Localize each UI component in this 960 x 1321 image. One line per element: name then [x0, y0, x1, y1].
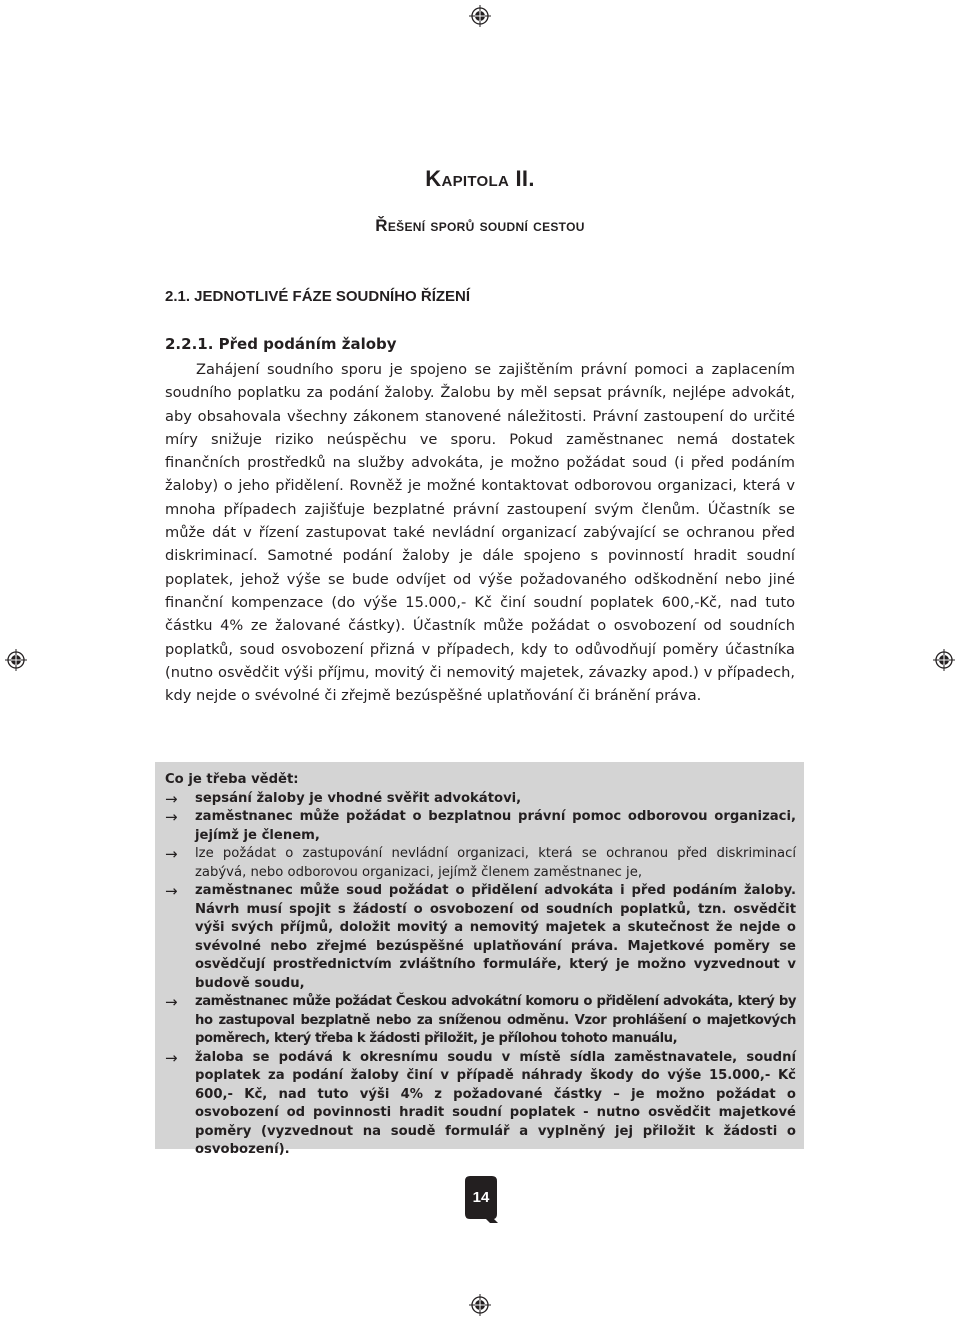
- list-item: [165, 790, 796, 809]
- list-item-text: sepsání žaloby je vhodné svěřit advokátovi,: [195, 790, 522, 806]
- list-item: [165, 993, 796, 1049]
- list-item-text: zaměstnanec může soud požádat o přidělení advokáta i před podáním žaloby. Návrh musí spojit s žádostí o osvobození od soudních poplatků, tzn. osvědčit výši svých příjmů, doložit movitý a nemovitý majetek a skutečnost že nejde o svévolné nebo zřejmé bezúspěšné uplatňování práva. Majetkové poměry se osvědčují prostřednictvím zvláštního formuláře, který je možno vyzvednout v budově soudu,: [195, 883, 796, 991]
- list-item-text: zaměstnanec může požádat o bezplatnou právní pomoc odborovou organizaci, jejímž je členem,: [195, 809, 796, 843]
- arrow-right-icon: →: [165, 993, 178, 1011]
- arrow-right-icon: →: [165, 845, 178, 863]
- chapter-subtitle: [0, 216, 960, 236]
- registration-mark-top-icon: [469, 5, 491, 27]
- list-item: [165, 808, 796, 845]
- registration-mark-bottom-icon: [469, 1294, 491, 1316]
- arrow-right-icon: →: [165, 789, 178, 808]
- arrow-right-icon: →: [165, 808, 178, 826]
- list-item-text: zaměstnanec může požádat Českou advokátní komoru o přidělení advokáta, který by ho zastupoval bezplatně nebo za sníženou odměnu. Vzor prohlášení o majetkových poměrech, který třeba k žádosti přiložit, je přílohou tohoto manuálu,: [195, 994, 796, 1046]
- subsection-heading: 2.2.1. Před podáním žaloby: [165, 335, 397, 353]
- chapter-title: [0, 166, 960, 192]
- list-item-text: lze požádat o zastupování nevládní organizaci, která se ochranou před diskriminací zabývá, nebo odborovou organizaci, jejímž členem zaměstnanec je,: [195, 846, 796, 880]
- page-number-badge: [463, 1174, 499, 1224]
- page-number: 14: [472, 1189, 490, 1206]
- list-item: [165, 845, 796, 882]
- chapter-title-text: Kapitola II.: [425, 166, 535, 191]
- list-item-text: žaloba se podává k okresnímu soudu v místě sídla zaměstnavatele, soudní poplatek za podání žaloby činí v případě náhrady škody do výše 15.000,- Kč 600,- Kč, nad tuto výši 4% z požadované částky – je možno požádat o osvobození od povinnosti hradit soudní poplatek - nutno osvědčit majetkové poměry (vyzvednout na soudě formulář a vyplněný jej přiložit k žádosti o osvobození).: [195, 1049, 796, 1157]
- chapter-subtitle-text: Řešení sporů soudní cestou: [375, 216, 585, 235]
- list-item: [165, 882, 796, 993]
- list-item: [165, 1049, 796, 1160]
- arrow-right-icon: →: [165, 882, 178, 900]
- section-heading: 2.1. JEDNOTLIVÉ FÁZE SOUDNÍHO ŘÍZENÍ: [165, 288, 471, 305]
- info-box-title: Co je třeba vědět:: [165, 772, 299, 787]
- arrow-right-icon: →: [165, 1048, 178, 1067]
- registration-mark-left-icon: [5, 649, 27, 671]
- info-box: [155, 762, 804, 1157]
- registration-mark-right-icon: [933, 649, 955, 671]
- body-paragraph: Zahájení soudního sporu je spojeno se zajištěním právní pomoci a zaplacením soudního poplatku za podání žaloby. Žalobu by měl sepsat právník, nejlépe advokát, aby obsahovala všechny zákonem stanovené náležitosti. Právní zastoupení do určité míry snižuje riziko neúspěchu ve sporu. Pokud zaměstnanec nemá dostatek finančních prostředků na služby advokáta, je možno požádat soud (i před podáním žaloby) o jeho přidělení. Rovněž je možné kontaktovat odborovou organizaci, která v mnoha případech zajišťuje bezplatné právní zastoupení svým členům. Účastník se může dát v řízení zastupovat také nevládní organizací zabývající se ochranou před diskriminací. Samotné podání žaloby je dále spojeno s povinností hradit soudní poplatek, jehož výše se bude odvíjet od výše požadovaného odškodnění nebo jiné finanční kompenzace (do výše 15.000,- Kč činí soudní poplatek 600,-Kč, nad tuto částku 4% ze žalované částky). Účastník může požádat o osvobození od soudních poplatků, soud osvobození přizná v případech, kdy to odůvodňují poměry účastníka (nutno osvědčit výši příjmu, movitý či nemovitý majetek, závazky apod.) v případech, kdy nejde o svévolné či zřejmě bezúspěšné uplatňování či bránění práva.: [165, 361, 795, 705]
